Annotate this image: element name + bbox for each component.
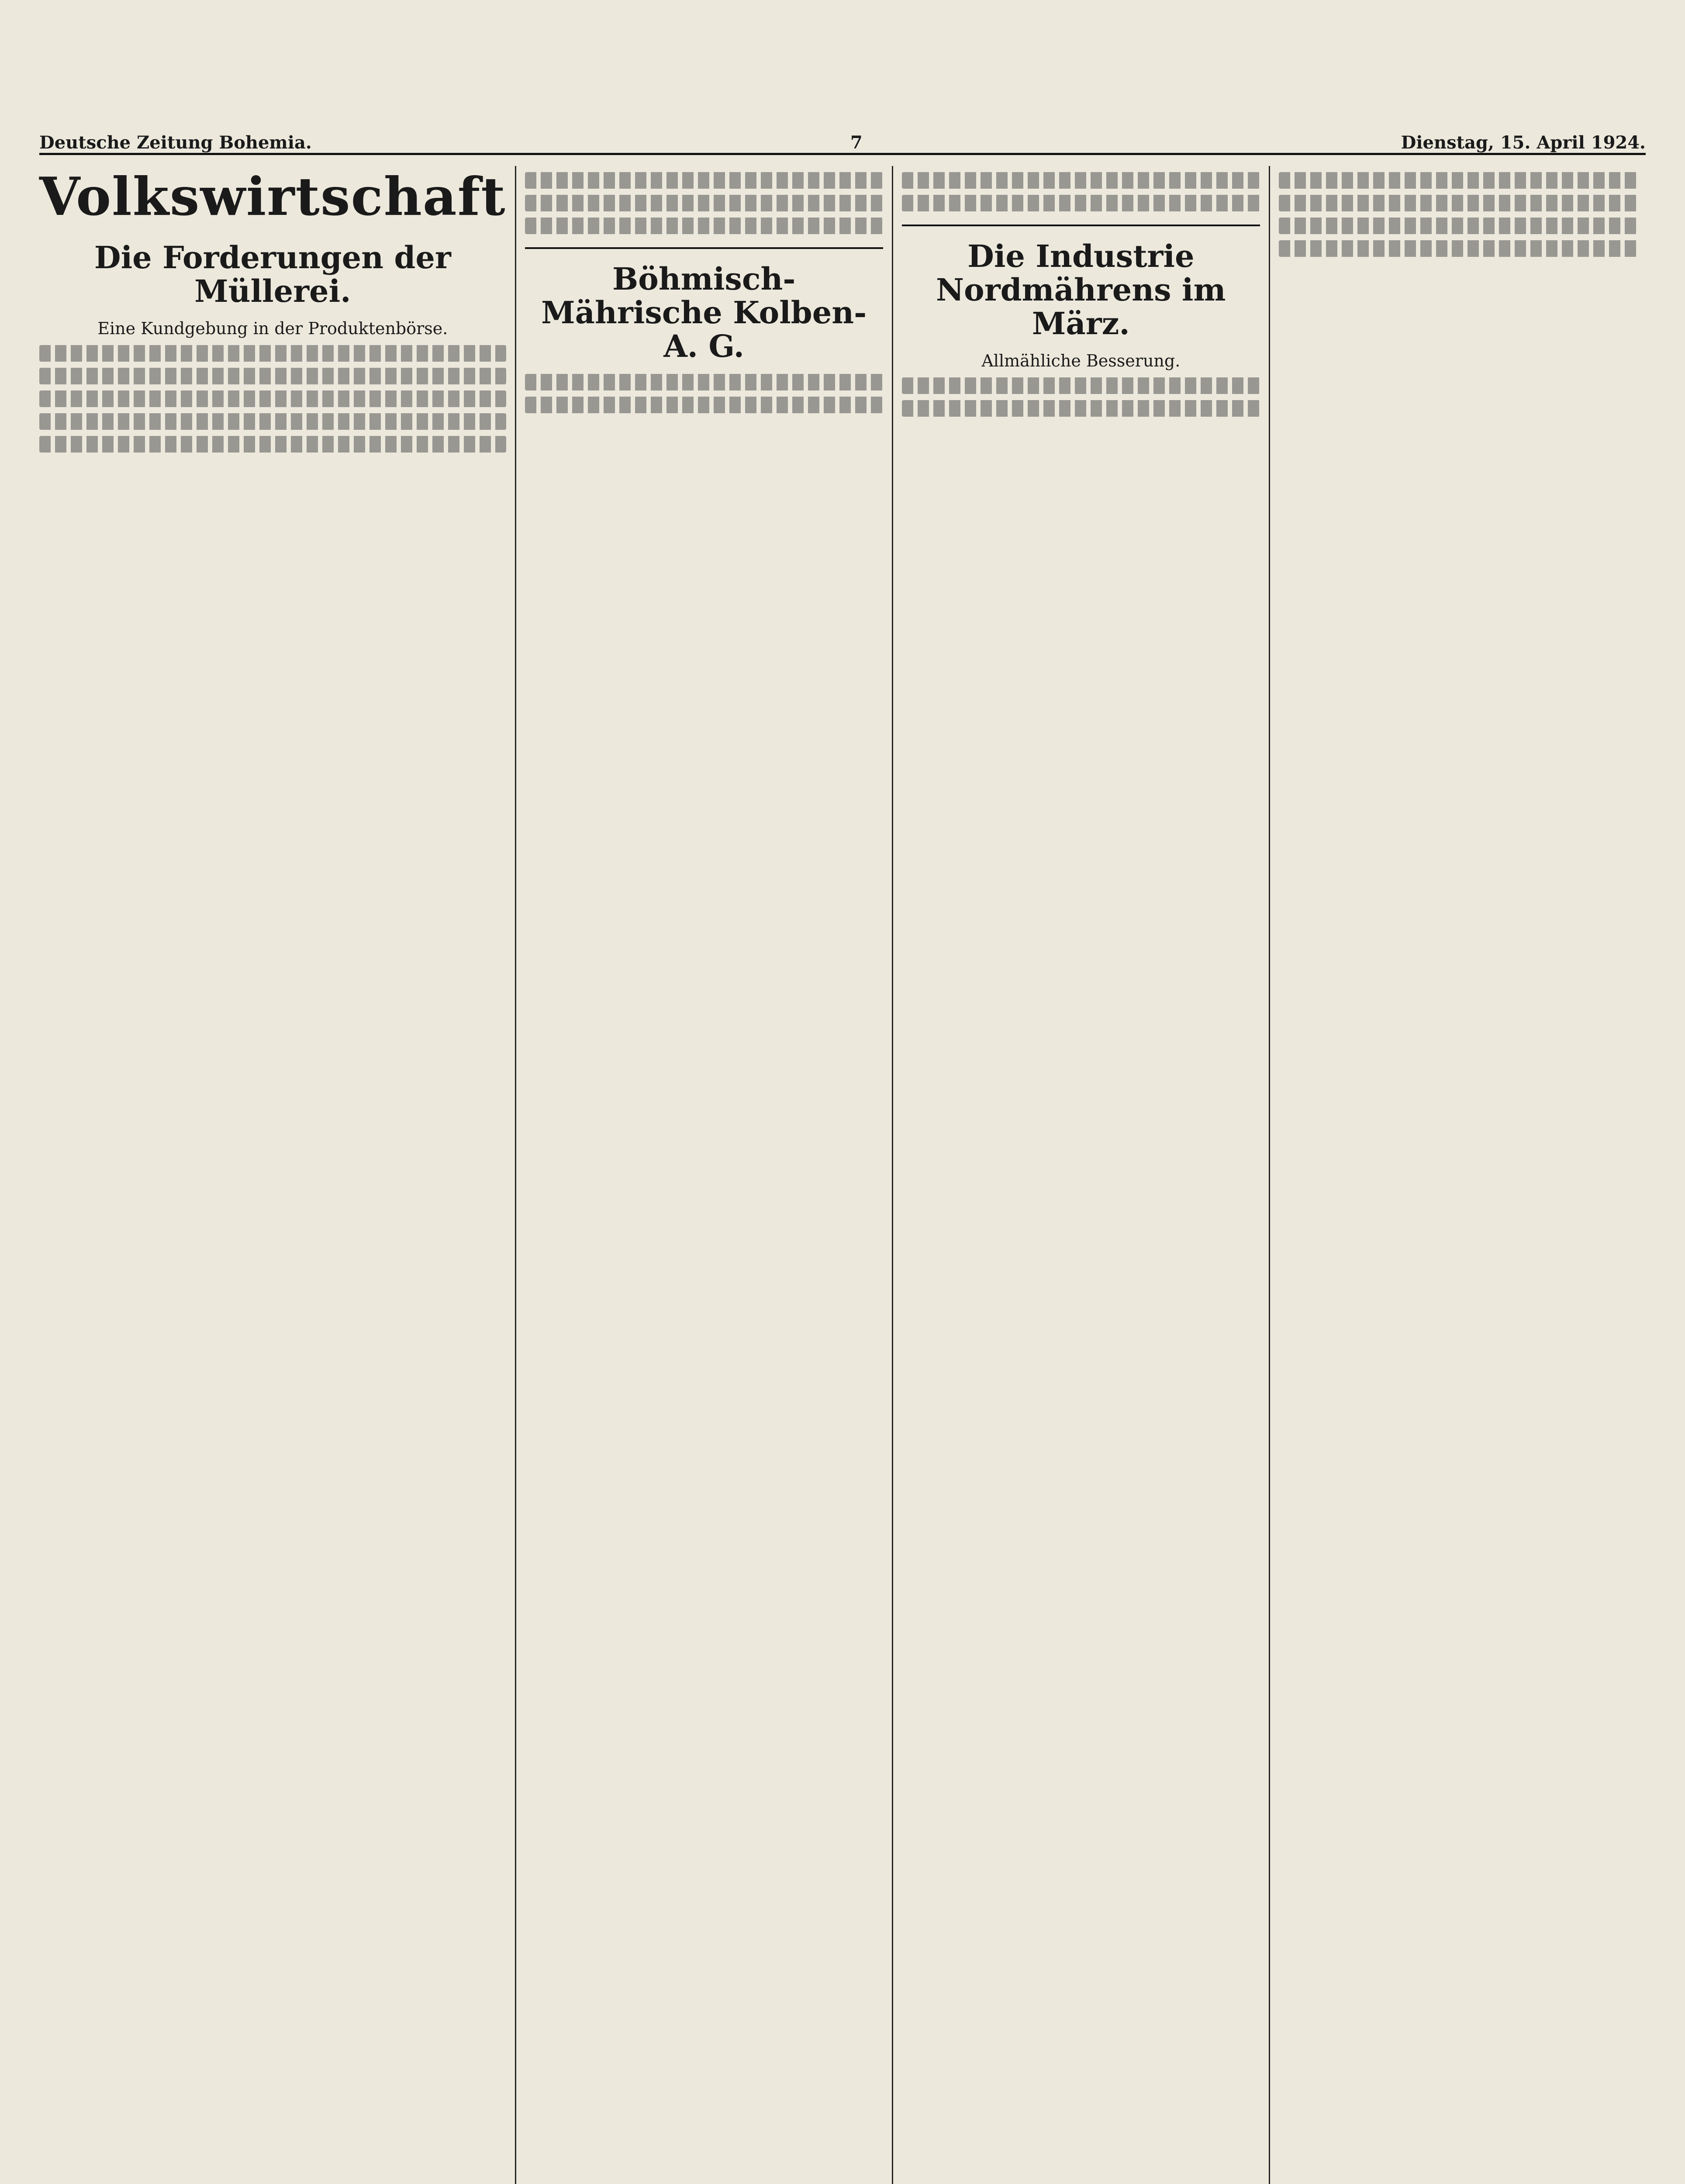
article-subhead: Eine Kundgebung in der Produktenbörse. (97, 319, 448, 338)
article-headline: Die Forderungen der Müllerei. (94, 239, 451, 309)
column-4 (1279, 166, 1646, 2184)
column-3 (902, 166, 1270, 2184)
column-2 (525, 166, 893, 2184)
issue-date: Dienstag, 15. April 1924. (1401, 132, 1646, 153)
masthead (39, 127, 1646, 155)
column-1 (39, 166, 516, 2184)
article-headline: Die Industrie Nordmährens im März. (936, 238, 1226, 342)
paper-name: Deutsche Zeitung Bohemia. (39, 132, 312, 153)
page-number: 7 (850, 132, 863, 153)
section-title: Volkswirtschaft (39, 166, 506, 228)
article-subhead: Allmähliche Besserung. (981, 351, 1181, 370)
article-headline: Böhmisch-Mährische Kolben-A. G. (541, 261, 867, 364)
